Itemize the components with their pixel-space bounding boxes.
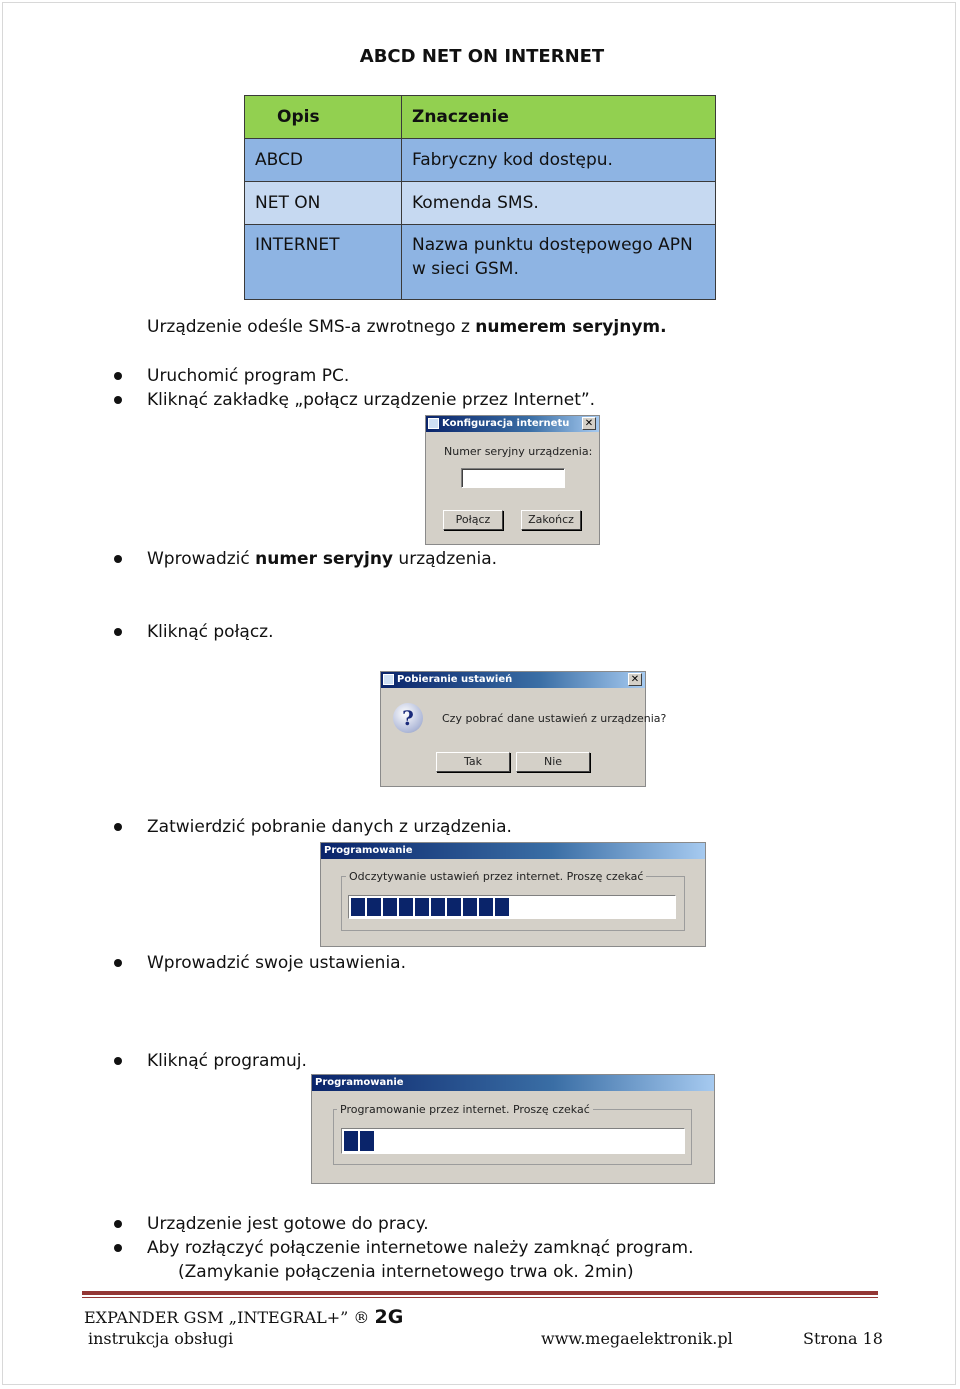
bullet xyxy=(114,628,122,636)
table-row xyxy=(245,225,716,300)
step-click-program: Kliknąć programuj. xyxy=(147,1051,307,1071)
step-disconnect: Aby rozłączyć połączenie internetowe należy zamknąć program. xyxy=(147,1238,694,1258)
app-icon xyxy=(428,418,439,429)
programming-dialog-title: Programowanie xyxy=(315,1077,404,1088)
step-run-program: Uruchomić program PC. xyxy=(147,366,350,386)
programming-dialog xyxy=(311,1074,715,1184)
footer-website[interactable]: www.megaelektronik.pl xyxy=(541,1329,733,1348)
footer-rule xyxy=(82,1291,878,1295)
intro-text: Urządzenie odeśle SMS-a zwrotnego z xyxy=(147,317,476,337)
table-cell: Komenda SMS. xyxy=(402,182,716,225)
footer-page-number: Strona 18 xyxy=(803,1329,883,1348)
reading-dialog-title: Programowanie xyxy=(324,845,413,856)
bullet xyxy=(114,1220,122,1228)
programming-dialog-titlebar xyxy=(312,1075,714,1091)
step-enter-serial xyxy=(147,549,497,569)
step-bold: numer seryjny xyxy=(255,549,394,569)
table-cell: Nazwa punktu dostępowego APN w sieci GSM. xyxy=(402,225,716,300)
table-cell: Fabryczny kod dostępu. xyxy=(402,139,716,182)
table-header-cell: Znaczenie xyxy=(402,96,716,139)
table-cell: ABCD xyxy=(245,139,402,182)
download-question: Czy pobrać dane ustawień z urządzenia? xyxy=(442,712,667,725)
download-dialog-titlebar xyxy=(381,672,645,688)
app-icon xyxy=(383,674,394,685)
serial-number-input[interactable] xyxy=(461,468,565,488)
no-button[interactable]: Nie xyxy=(516,752,590,772)
bullet xyxy=(114,555,122,563)
programming-progress-fill xyxy=(344,1131,374,1151)
config-dialog xyxy=(425,415,600,545)
question-icon: ? xyxy=(393,703,423,733)
table-header-cell: Opis xyxy=(245,96,402,139)
reading-dialog-titlebar xyxy=(321,843,705,859)
bullet xyxy=(114,1057,122,1065)
close-icon[interactable]: ✕ xyxy=(582,417,596,430)
reading-progress-bar xyxy=(348,895,676,919)
programming-message: Programowanie przez internet. Proszę czekać xyxy=(337,1103,593,1116)
step-disconnect-note: (Zamykanie połączenia internetowego trwa ok. 2min) xyxy=(178,1262,634,1282)
step-device-ready: Urządzenie jest gotowe do pracy. xyxy=(147,1214,429,1234)
bullet xyxy=(114,823,122,831)
table-cell: NET ON xyxy=(245,182,402,225)
page-title: ABCD NET ON INTERNET xyxy=(359,46,605,67)
reading-dialog xyxy=(320,842,706,947)
finish-button[interactable]: Zakończ xyxy=(521,510,581,530)
close-icon[interactable]: ✕ xyxy=(628,673,642,686)
bullet xyxy=(114,1244,122,1252)
intro-paragraph xyxy=(147,317,667,337)
download-dialog xyxy=(380,671,667,787)
connect-button[interactable]: Połącz xyxy=(443,510,503,530)
download-dialog-title: Pobieranie ustawień xyxy=(397,674,513,685)
step-click-connect: Kliknąć połącz. xyxy=(147,622,274,642)
step-text: urządzenia. xyxy=(393,549,498,569)
serial-label: Numer seryjny urządzenia: xyxy=(444,445,593,458)
reading-progress-fill xyxy=(351,898,509,916)
config-dialog-titlebar xyxy=(426,416,599,432)
config-dialog-title: Konfiguracja internetu xyxy=(442,418,570,429)
footer-product-2g: 2G xyxy=(374,1306,404,1328)
bullet xyxy=(114,959,122,967)
command-table xyxy=(244,95,716,300)
yes-button[interactable]: Tak xyxy=(436,752,510,772)
step-click-tab: Kliknąć zakładkę „połącz urządzenie przez Internet”. xyxy=(147,390,596,410)
footer-product xyxy=(84,1306,403,1328)
table-cell: INTERNET xyxy=(245,225,402,300)
footer-rule-thin xyxy=(82,1297,878,1298)
footer-product-name: EXPANDER GSM „INTEGRAL+” ® xyxy=(84,1308,375,1327)
intro-bold: numerem seryjnym. xyxy=(475,317,667,337)
table-header-row xyxy=(245,96,716,139)
reading-message: Odczytywanie ustawień przez internet. Proszę czekać xyxy=(346,870,646,883)
footer-subtitle: instrukcja obsługi xyxy=(88,1329,234,1348)
bullet xyxy=(114,372,122,380)
step-enter-settings: Wprowadzić swoje ustawienia. xyxy=(147,953,406,973)
step-confirm-download: Zatwierdzić pobranie danych z urządzenia. xyxy=(147,817,512,837)
table-row xyxy=(245,139,716,182)
bullet xyxy=(114,396,122,404)
step-text: Wprowadzić xyxy=(147,549,256,569)
programming-progress-bar xyxy=(341,1128,685,1154)
table-row xyxy=(245,182,716,225)
